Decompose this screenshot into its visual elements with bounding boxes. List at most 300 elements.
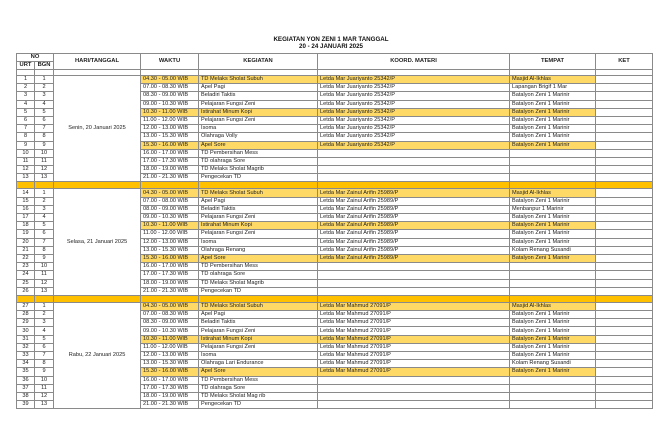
koord-cell: Letda Mar Zainul Arifin 25989/P: [318, 238, 510, 246]
tempat-cell: Batalyon Zeni 1 Marinir: [510, 352, 596, 360]
koord-cell: [318, 166, 510, 174]
ket-cell: [596, 189, 653, 197]
bgn-cell: 7: [35, 352, 54, 360]
koord-cell: Letda Mar Juariyanto 25342/P: [318, 108, 510, 116]
ket-cell: [596, 157, 653, 165]
bgn-cell: 3: [35, 319, 54, 327]
kegiatan-cell: TD Melaks Sholat Subuh: [199, 189, 318, 197]
separator-cell: [596, 295, 653, 302]
ket-cell: [596, 271, 653, 279]
tempat-cell: Batalyon Zeni 1 Marinir: [510, 116, 596, 124]
waktu-cell: 12.00 - 13.00 WIB: [141, 125, 199, 133]
urt-cell: 2: [17, 84, 35, 92]
koord-cell: Letda Mar Mahmud 27091/P: [318, 335, 510, 343]
urt-cell: 7: [17, 125, 35, 133]
bgn-cell: 8: [35, 246, 54, 254]
tempat-cell: [510, 263, 596, 271]
kegiatan-cell: Pelajaran Fungsi Zeni: [199, 343, 318, 351]
header-urt: URT: [17, 62, 35, 70]
separator-cell: [35, 182, 54, 189]
koord-cell: Letda Mar Zainul Arifin 25989/P: [318, 197, 510, 205]
tempat-cell: [510, 401, 596, 409]
ket-cell: [596, 376, 653, 384]
ket-cell: [596, 343, 653, 351]
ket-cell: [596, 84, 653, 92]
ket-cell: [596, 166, 653, 174]
ket-cell: [596, 360, 653, 368]
waktu-cell: 18.00 - 19.00 WIB: [141, 279, 199, 287]
koord-cell: Letda Mar Mahmud 27091/P: [318, 360, 510, 368]
ket-cell: [596, 246, 653, 254]
koord-cell: Letda Mar Zainul Arifin 25989/P: [318, 205, 510, 213]
kegiatan-cell: Beladiri Taktis: [199, 92, 318, 100]
urt-cell: 17: [17, 214, 35, 222]
bgn-cell: 9: [35, 141, 54, 149]
bgn-cell: 2: [35, 197, 54, 205]
tempat-cell: Batalyon Zeni 1 Marinir: [510, 335, 596, 343]
koord-cell: Letda Mar Zainul Arifin 25989/P: [318, 246, 510, 254]
waktu-cell: 11.00 - 12.00 WIB: [141, 230, 199, 238]
waktu-cell: 09.00 - 10.30 WIB: [141, 327, 199, 335]
day-label-cell: Senin, 20 Januari 2025: [54, 76, 141, 182]
kegiatan-cell: TD Melaks Sholat Magrib: [199, 166, 318, 174]
bgn-cell: 10: [35, 149, 54, 157]
bgn-cell: 11: [35, 157, 54, 165]
ket-cell: [596, 222, 653, 230]
header-bgn: BGN: [35, 62, 54, 70]
urt-cell: 12: [17, 166, 35, 174]
bgn-cell: 4: [35, 327, 54, 335]
koord-cell: Letda Mar Mahmud 27091/P: [318, 327, 510, 335]
urt-cell: 4: [17, 100, 35, 108]
ket-cell: [596, 174, 653, 182]
koord-cell: Letda Mar Mahmud 27091/P: [318, 343, 510, 351]
urt-cell: 10: [17, 149, 35, 157]
separator-cell: [318, 182, 510, 189]
ket-cell: [596, 141, 653, 149]
separator-cell: [35, 295, 54, 302]
waktu-cell: 07.00 - 08.00 WIB: [141, 197, 199, 205]
tempat-cell: Batalyon Zeni 1 Marinir: [510, 92, 596, 100]
urt-cell: 22: [17, 254, 35, 262]
urt-cell: 3: [17, 92, 35, 100]
koord-cell: Letda Mar Zainul Arifin 25989/P: [318, 254, 510, 262]
header-hari-tanggal: HARI/TANGGAL: [54, 54, 141, 70]
ket-cell: [596, 230, 653, 238]
waktu-cell: 21.00 - 21.30 WIB: [141, 174, 199, 182]
waktu-cell: 11.00 - 12.00 WIB: [141, 343, 199, 351]
tempat-cell: Batalyon Zeni 1 Marinir: [510, 343, 596, 351]
urt-cell: 24: [17, 271, 35, 279]
kegiatan-cell: Pelajaran Fungsi Zeni: [199, 116, 318, 124]
kegiatan-cell: TD Melaks Sholat Mag rib: [199, 392, 318, 400]
document-title: KEGIATAN YON ZENI 1 MAR TANGGAL: [273, 36, 389, 43]
ket-cell: [596, 205, 653, 213]
urt-cell: 35: [17, 368, 35, 376]
waktu-cell: 04.30 - 05.00 WIB: [141, 189, 199, 197]
tempat-cell: Masjid Al-Ikhlas: [510, 189, 596, 197]
kegiatan-cell: Pengecekan TD: [199, 401, 318, 409]
kegiatan-cell: Pengecekan TD: [199, 287, 318, 295]
koord-cell: Letda Mar Juariyanto 25342/P: [318, 133, 510, 141]
bgn-cell: 8: [35, 133, 54, 141]
bgn-cell: 7: [35, 125, 54, 133]
ket-cell: [596, 92, 653, 100]
koord-cell: [318, 287, 510, 295]
bgn-cell: 1: [35, 302, 54, 310]
header-tempat: TEMPAT: [510, 54, 596, 70]
ket-cell: [596, 302, 653, 310]
ket-cell: [596, 108, 653, 116]
koord-cell: Letda Mar Juariyanto 25342/P: [318, 84, 510, 92]
kegiatan-cell: TD Pembersihan Mess: [199, 376, 318, 384]
kegiatan-cell: Pelajaran Fungsi Zeni: [199, 100, 318, 108]
tempat-cell: Masjid Al-Ikhlas: [510, 76, 596, 84]
bgn-cell: 2: [35, 311, 54, 319]
waktu-cell: 12.00 - 13.00 WIB: [141, 238, 199, 246]
bgn-cell: 11: [35, 384, 54, 392]
tempat-cell: Lapangan Brigif 1 Mar: [510, 84, 596, 92]
kegiatan-cell: Apel Sore: [199, 141, 318, 149]
tempat-cell: Menbanpur 1 Marinir: [510, 205, 596, 213]
bgn-cell: 12: [35, 392, 54, 400]
waktu-cell: 09.00 - 10.30 WIB: [141, 214, 199, 222]
koord-cell: Letda Mar Zainul Arifin 25989/P: [318, 222, 510, 230]
day-label-cell: Selasa, 21 Januari 2025: [54, 189, 141, 295]
urt-cell: 38: [17, 392, 35, 400]
ket-cell: [596, 335, 653, 343]
tempat-cell: [510, 376, 596, 384]
urt-cell: 29: [17, 319, 35, 327]
urt-cell: 32: [17, 343, 35, 351]
header-kegiatan: KEGIATAN: [199, 54, 318, 70]
kegiatan-cell: Apel Sore: [199, 254, 318, 262]
kegiatan-cell: Beladiri Taktis: [199, 205, 318, 213]
koord-cell: [318, 401, 510, 409]
kegiatan-cell: TD Pembersihan Mess: [199, 149, 318, 157]
kegiatan-cell: TD olahraga Sore: [199, 384, 318, 392]
waktu-cell: 18.00 - 19.00 WIB: [141, 392, 199, 400]
urt-cell: 16: [17, 205, 35, 213]
tempat-cell: [510, 149, 596, 157]
kegiatan-cell: Apel Pagi: [199, 197, 318, 205]
urt-cell: 23: [17, 263, 35, 271]
kegiatan-cell: Beladiri Taktis: [199, 319, 318, 327]
ket-cell: [596, 352, 653, 360]
separator-cell: [141, 182, 199, 189]
separator-cell: [17, 182, 35, 189]
day-label-cell: Rabu, 22 Januari 2025: [54, 302, 141, 408]
urt-cell: 27: [17, 302, 35, 310]
koord-cell: [318, 157, 510, 165]
koord-cell: [318, 271, 510, 279]
waktu-cell: 10.30 - 11.00 WIB: [141, 335, 199, 343]
koord-cell: [318, 174, 510, 182]
bgn-cell: 5: [35, 222, 54, 230]
separator-cell: [596, 182, 653, 189]
urt-cell: 33: [17, 352, 35, 360]
waktu-cell: 13.00 - 15.30 WIB: [141, 246, 199, 254]
waktu-cell: 17.00 - 17.30 WIB: [141, 384, 199, 392]
ket-cell: [596, 368, 653, 376]
urt-cell: 25: [17, 279, 35, 287]
bgn-cell: 10: [35, 263, 54, 271]
tempat-cell: Batalyon Zeni 1 Marinir: [510, 100, 596, 108]
tempat-cell: [510, 287, 596, 295]
separator-cell: [17, 295, 35, 302]
kegiatan-cell: Istirahat Minum Kopi: [199, 335, 318, 343]
tempat-cell: Batalyon Zeni 1 Marinir: [510, 197, 596, 205]
urt-cell: 28: [17, 311, 35, 319]
urt-cell: 21: [17, 246, 35, 254]
koord-cell: Letda Mar Mahmud 27091/P: [318, 352, 510, 360]
day-separator-row: [17, 295, 653, 302]
bgn-cell: 9: [35, 368, 54, 376]
tempat-cell: [510, 157, 596, 165]
kegiatan-cell: Isoma: [199, 125, 318, 133]
bgn-cell: 4: [35, 214, 54, 222]
waktu-cell: 11.00 - 12.00 WIB: [141, 116, 199, 124]
bgn-cell: 7: [35, 238, 54, 246]
kegiatan-cell: Apel Sore: [199, 368, 318, 376]
document-subtitle: 20 - 24 JANUARI 2025: [299, 43, 363, 50]
separator-cell: [199, 182, 318, 189]
separator-cell: [510, 295, 596, 302]
waktu-cell: 15.30 - 16.00 WIB: [141, 254, 199, 262]
header-ket: KET: [596, 54, 653, 70]
ket-cell: [596, 327, 653, 335]
kegiatan-cell: Pelajaran Fungsi Zeni: [199, 230, 318, 238]
koord-cell: Letda Mar Juariyanto 25342/P: [318, 141, 510, 149]
tempat-cell: Batalyon Zeni 1 Marinir: [510, 327, 596, 335]
waktu-cell: 16.00 - 17.00 WIB: [141, 149, 199, 157]
bgn-cell: 5: [35, 108, 54, 116]
urt-cell: 34: [17, 360, 35, 368]
waktu-cell: 18.00 - 19.00 WIB: [141, 166, 199, 174]
ket-cell: [596, 263, 653, 271]
urt-cell: 31: [17, 335, 35, 343]
kegiatan-cell: Isoma: [199, 238, 318, 246]
schedule-table: [16, 53, 653, 409]
ket-cell: [596, 384, 653, 392]
waktu-cell: 08.30 - 09.00 WIB: [141, 92, 199, 100]
kegiatan-cell: Pelajaran Fungsi Zeni: [199, 327, 318, 335]
kegiatan-cell: Pelajaran Fungsi Zeni: [199, 214, 318, 222]
urt-cell: 26: [17, 287, 35, 295]
waktu-cell: 12.00 - 13.00 WIB: [141, 352, 199, 360]
header-no: NO: [17, 54, 54, 62]
urt-cell: 18: [17, 222, 35, 230]
urt-cell: 14: [17, 189, 35, 197]
urt-cell: 8: [17, 133, 35, 141]
ket-cell: [596, 392, 653, 400]
waktu-cell: 07.00 - 08.30 WIB: [141, 311, 199, 319]
bgn-cell: 6: [35, 230, 54, 238]
bgn-cell: 1: [35, 76, 54, 84]
urt-cell: 6: [17, 116, 35, 124]
bgn-cell: 11: [35, 271, 54, 279]
waktu-cell: 17.00 - 17.30 WIB: [141, 157, 199, 165]
waktu-cell: 10.30 - 11.00 WIB: [141, 222, 199, 230]
ket-cell: [596, 100, 653, 108]
koord-cell: Letda Mar Juariyanto 25342/P: [318, 125, 510, 133]
koord-cell: [318, 376, 510, 384]
koord-cell: Letda Mar Mahmud 27091/P: [318, 368, 510, 376]
tempat-cell: Batalyon Zeni 1 Marinir: [510, 230, 596, 238]
koord-cell: Letda Mar Mahmud 27091/P: [318, 302, 510, 310]
kegiatan-cell: Istirahat Minum Kopi: [199, 222, 318, 230]
tempat-cell: Kolam Renang Susandi: [510, 360, 596, 368]
table-row: [17, 189, 653, 197]
bgn-cell: 13: [35, 174, 54, 182]
bgn-cell: 1: [35, 189, 54, 197]
bgn-cell: 9: [35, 254, 54, 262]
kegiatan-cell: Istirahat Minum Kopi: [199, 108, 318, 116]
tempat-cell: Batalyon Zeni 1 Marinir: [510, 238, 596, 246]
urt-cell: 5: [17, 108, 35, 116]
kegiatan-cell: Olahraga Lari Endurance: [199, 360, 318, 368]
tempat-cell: [510, 384, 596, 392]
separator-cell: [199, 295, 318, 302]
tempat-cell: Batalyon Zeni 1 Marinir: [510, 254, 596, 262]
ket-cell: [596, 401, 653, 409]
separator-cell: [54, 295, 141, 302]
tempat-cell: [510, 166, 596, 174]
waktu-cell: 04.30 - 05.00 WIB: [141, 302, 199, 310]
ket-cell: [596, 125, 653, 133]
kegiatan-cell: Apel Pagi: [199, 311, 318, 319]
kegiatan-cell: Olahraga Renang: [199, 246, 318, 254]
waktu-cell: 10.30 - 11.00 WIB: [141, 108, 199, 116]
urt-cell: 20: [17, 238, 35, 246]
waktu-cell: 09.00 - 10.30 WIB: [141, 100, 199, 108]
separator-cell: [54, 182, 141, 189]
tempat-cell: Batalyon Zeni 1 Marinir: [510, 141, 596, 149]
ket-cell: [596, 287, 653, 295]
bgn-cell: 10: [35, 376, 54, 384]
waktu-cell: 13.00 - 15.30 WIB: [141, 133, 199, 141]
koord-cell: Letda Mar Juariyanto 25342/P: [318, 76, 510, 84]
bgn-cell: 6: [35, 343, 54, 351]
kegiatan-cell: Olahraga Volly: [199, 133, 318, 141]
day-separator-row: [17, 182, 653, 189]
table-row: [17, 302, 653, 310]
separator-cell: [318, 295, 510, 302]
urt-cell: 39: [17, 401, 35, 409]
koord-cell: [318, 279, 510, 287]
waktu-cell: 08.30 - 09.00 WIB: [141, 319, 199, 327]
bgn-cell: 12: [35, 166, 54, 174]
separator-cell: [510, 182, 596, 189]
bgn-cell: 3: [35, 205, 54, 213]
ket-cell: [596, 254, 653, 262]
bgn-cell: 12: [35, 279, 54, 287]
bgn-cell: 5: [35, 335, 54, 343]
ket-cell: [596, 133, 653, 141]
header-koord-materi: KOORD. MATERI: [318, 54, 510, 70]
urt-cell: 30: [17, 327, 35, 335]
urt-cell: 19: [17, 230, 35, 238]
koord-cell: Letda Mar Zainul Arifin 25989/P: [318, 230, 510, 238]
ket-cell: [596, 116, 653, 124]
kegiatan-cell: TD Melaks Sholat Subuh: [199, 76, 318, 84]
koord-cell: Letda Mar Zainul Arifin 25989/P: [318, 189, 510, 197]
koord-cell: Letda Mar Juariyanto 25342/P: [318, 92, 510, 100]
tempat-cell: Masjid Al-Ikhlas: [510, 302, 596, 310]
tempat-cell: Batalyon Zeni 1 Marinir: [510, 214, 596, 222]
bgn-cell: 6: [35, 116, 54, 124]
waktu-cell: 17.00 - 17.30 WIB: [141, 271, 199, 279]
tempat-cell: Batalyon Zeni 1 Marinir: [510, 125, 596, 133]
urt-cell: 36: [17, 376, 35, 384]
tempat-cell: Batalyon Zeni 1 Marinir: [510, 319, 596, 327]
urt-cell: 1: [17, 76, 35, 84]
schedule-body: [17, 70, 653, 409]
koord-cell: [318, 384, 510, 392]
koord-cell: Letda Mar Juariyanto 25342/P: [318, 116, 510, 124]
koord-cell: Letda Mar Juariyanto 25342/P: [318, 100, 510, 108]
tempat-cell: [510, 279, 596, 287]
waktu-cell: 15.30 - 16.00 WIB: [141, 368, 199, 376]
kegiatan-cell: TD olahraga Sore: [199, 157, 318, 165]
kegiatan-cell: TD Pembersihan Mess: [199, 263, 318, 271]
table-row: [17, 76, 653, 84]
koord-cell: Letda Mar Mahmud 27091/P: [318, 319, 510, 327]
bgn-cell: 2: [35, 84, 54, 92]
urt-cell: 15: [17, 197, 35, 205]
ket-cell: [596, 279, 653, 287]
waktu-cell: 08.00 - 09.00 WIB: [141, 205, 199, 213]
koord-cell: [318, 149, 510, 157]
tempat-cell: [510, 271, 596, 279]
ket-cell: [596, 311, 653, 319]
waktu-cell: 13.00 - 15.30 WIB: [141, 360, 199, 368]
waktu-cell: 16.00 - 17.00 WIB: [141, 376, 199, 384]
kegiatan-cell: TD olahraga Sore: [199, 271, 318, 279]
kegiatan-cell: Isoma: [199, 352, 318, 360]
koord-cell: [318, 392, 510, 400]
kegiatan-cell: TD Melaks Sholat Subuh: [199, 302, 318, 310]
koord-cell: [318, 263, 510, 271]
ket-cell: [596, 197, 653, 205]
tempat-cell: Batalyon Zeni 1 Marinir: [510, 222, 596, 230]
waktu-cell: 21.00 - 21.30 WIB: [141, 401, 199, 409]
urt-cell: 13: [17, 174, 35, 182]
waktu-cell: 21.00 - 21.30 WIB: [141, 287, 199, 295]
bgn-cell: 8: [35, 360, 54, 368]
tempat-cell: Kolam Renang Susandi: [510, 246, 596, 254]
ket-cell: [596, 238, 653, 246]
bgn-cell: 13: [35, 401, 54, 409]
waktu-cell: 04.30 - 05.00 WIB: [141, 76, 199, 84]
tempat-cell: Batalyon Zeni 1 Marinir: [510, 108, 596, 116]
tempat-cell: [510, 392, 596, 400]
waktu-cell: 16.00 - 17.00 WIB: [141, 263, 199, 271]
koord-cell: Letda Mar Mahmud 27091/P: [318, 311, 510, 319]
tempat-cell: Batalyon Zeni 1 Marinir: [510, 311, 596, 319]
tempat-cell: Batalyon Zeni 1 Marinir: [510, 133, 596, 141]
bgn-cell: 4: [35, 100, 54, 108]
kegiatan-cell: TD Melaks Sholat Magrib: [199, 279, 318, 287]
ket-cell: [596, 149, 653, 157]
waktu-cell: 15.30 - 16.00 WIB: [141, 141, 199, 149]
ket-cell: [596, 319, 653, 327]
ket-cell: [596, 76, 653, 84]
urt-cell: 11: [17, 157, 35, 165]
separator-cell: [141, 295, 199, 302]
kegiatan-cell: Apel Pagi: [199, 84, 318, 92]
kegiatan-cell: Pengecekan TD: [199, 174, 318, 182]
